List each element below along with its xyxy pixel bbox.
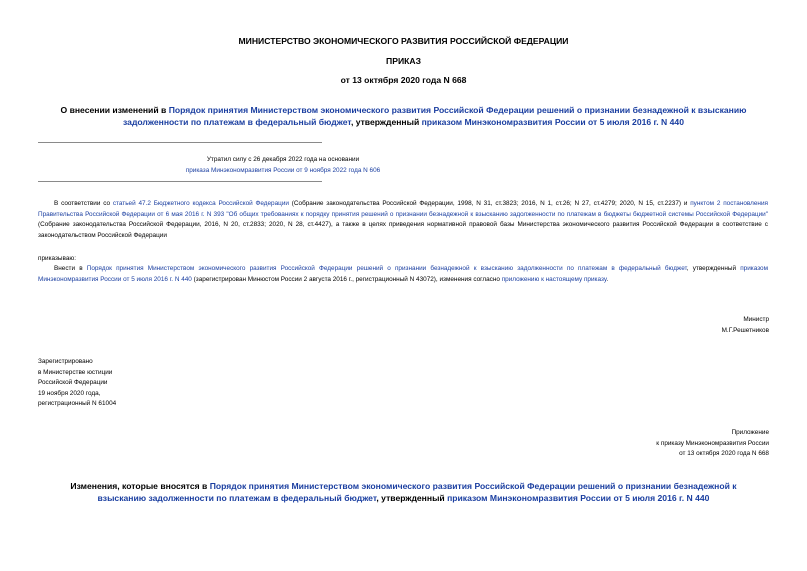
order-order440-link[interactable]: приказом Минэкономразвития России от 5 июля 2016 г. N 440: [38, 265, 768, 283]
order-title-prefix: О внесении изменений в: [60, 105, 169, 115]
registration-line-1: Зарегистрировано: [38, 358, 93, 365]
lost-force-notice: [38, 154, 528, 176]
ministry-heading: МИНИСТЕРСТВО ЭКОНОМИЧЕСКОГО РАЗВИТИЯ РОССИЙСКОЙ ФЕДЕРАЦИИ: [238, 36, 569, 46]
registration-block: [38, 357, 116, 410]
registration-line-4: 19 ноября 2020 года,: [38, 389, 101, 397]
order-text-2: , утвержденный: [686, 265, 741, 272]
lost-force-text: Утратил силу с 26 декабря 2022 года на основании: [206, 156, 360, 163]
order-paragraph: [38, 264, 768, 285]
signature-block: [722, 315, 769, 336]
changes-title-middle: , утвержденный: [376, 493, 448, 503]
order-procedure-link[interactable]: Порядок принятия Министерством экономического развития Российской Федерации решений о признании безнадежной к взысканию задолженности по платежам в федеральный бюджет: [86, 265, 687, 272]
preamble-text-1: В соответствии со: [54, 200, 113, 207]
registration-line-2: в Министерстве юстиции: [38, 368, 113, 376]
registration-line-5: регистрационный N 61004: [38, 400, 117, 407]
order-title-procedure-link[interactable]: Порядок принятия Министерством экономического развития Российской Федерации решений о признании безнадежной к взысканию задолженности по платежам в федеральный бюджет: [123, 105, 747, 127]
changes-title-prefix: Изменения, которые вносятся в: [70, 481, 210, 491]
preamble-text-2: (Собрание законодательства Российской Федерации, 1998, N 31, ст.3823; 2016, N 1, ст.26; N 27, ст.4279; 2020, N 15, ст.2237) и: [288, 200, 691, 207]
changes-title: [50, 480, 757, 504]
preamble-text-3: (Собрание законодательства Российской Федерации, 2016, N 20, ст.2833; 2020, N 28, ст.4427), а также в целях приведения нормативной правовой базы Министерства экономического развития Российской Федерации в соответствие с законодательством Российской Федерации: [38, 221, 768, 240]
appendix-block: [656, 428, 769, 460]
order-title-middle: , утвержденный: [350, 117, 422, 127]
order-appendix-link[interactable]: приложению к настоящему приказу: [501, 275, 607, 283]
government-decree-link[interactable]: пунктом 2 постановления Правительства Российской Федерации от 6 мая 2016 г. N 393 "Об общих требованиях к порядку принятия решений о признании безнадежной к взысканию задолженности по платежам в бюджеты бюджетной системы Российской Федерации": [38, 200, 768, 218]
divider-bottom: [38, 181, 322, 182]
order-text-4: .: [606, 275, 609, 283]
order-text-1: Внести в: [54, 265, 87, 272]
doc-date-heading: от 13 октября 2020 года N 668: [340, 75, 467, 85]
order-title-order440-link[interactable]: приказом Минэкономразвития России от 5 июля 2016 г. N 440: [421, 117, 684, 127]
divider-top: [38, 142, 322, 143]
registration-line-3: Российской Федерации: [38, 379, 108, 386]
changes-title-procedure-link[interactable]: Порядок принятия Министерством экономического развития Российской Федерации решений о признании безнадежной к взысканию задолженности по платежам в федеральный бюджет: [97, 481, 737, 503]
lost-force-order606-link[interactable]: приказа Минэкономразвития России от 9 ноября 2022 года N 606: [185, 167, 381, 174]
appendix-line-1: Приложение: [731, 429, 769, 436]
appendix-line-2: к приказу Минэкономразвития России: [656, 439, 769, 447]
order-word: приказываю:: [38, 255, 76, 262]
appendix-line-3: от 13 октября 2020 года N 668: [679, 450, 769, 457]
order-text-3: (зарегистрирован Минюстом России 2 августа 2016 г., регистрационный N 43072), изменения согласно: [191, 275, 502, 283]
signature-position: Министр: [743, 316, 769, 323]
signature-name: М.Г.Решетников: [721, 326, 769, 334]
changes-title-order440-link[interactable]: приказом Минэкономразвития России от 5 июля 2016 г. N 440: [447, 493, 710, 503]
preamble-paragraph: [38, 199, 768, 242]
doc-type-heading: ПРИКАЗ: [386, 56, 421, 66]
order-title: [50, 104, 757, 128]
budget-code-link[interactable]: статьей 47.2 Бюджетного кодекса Российской Федерации: [112, 200, 289, 207]
